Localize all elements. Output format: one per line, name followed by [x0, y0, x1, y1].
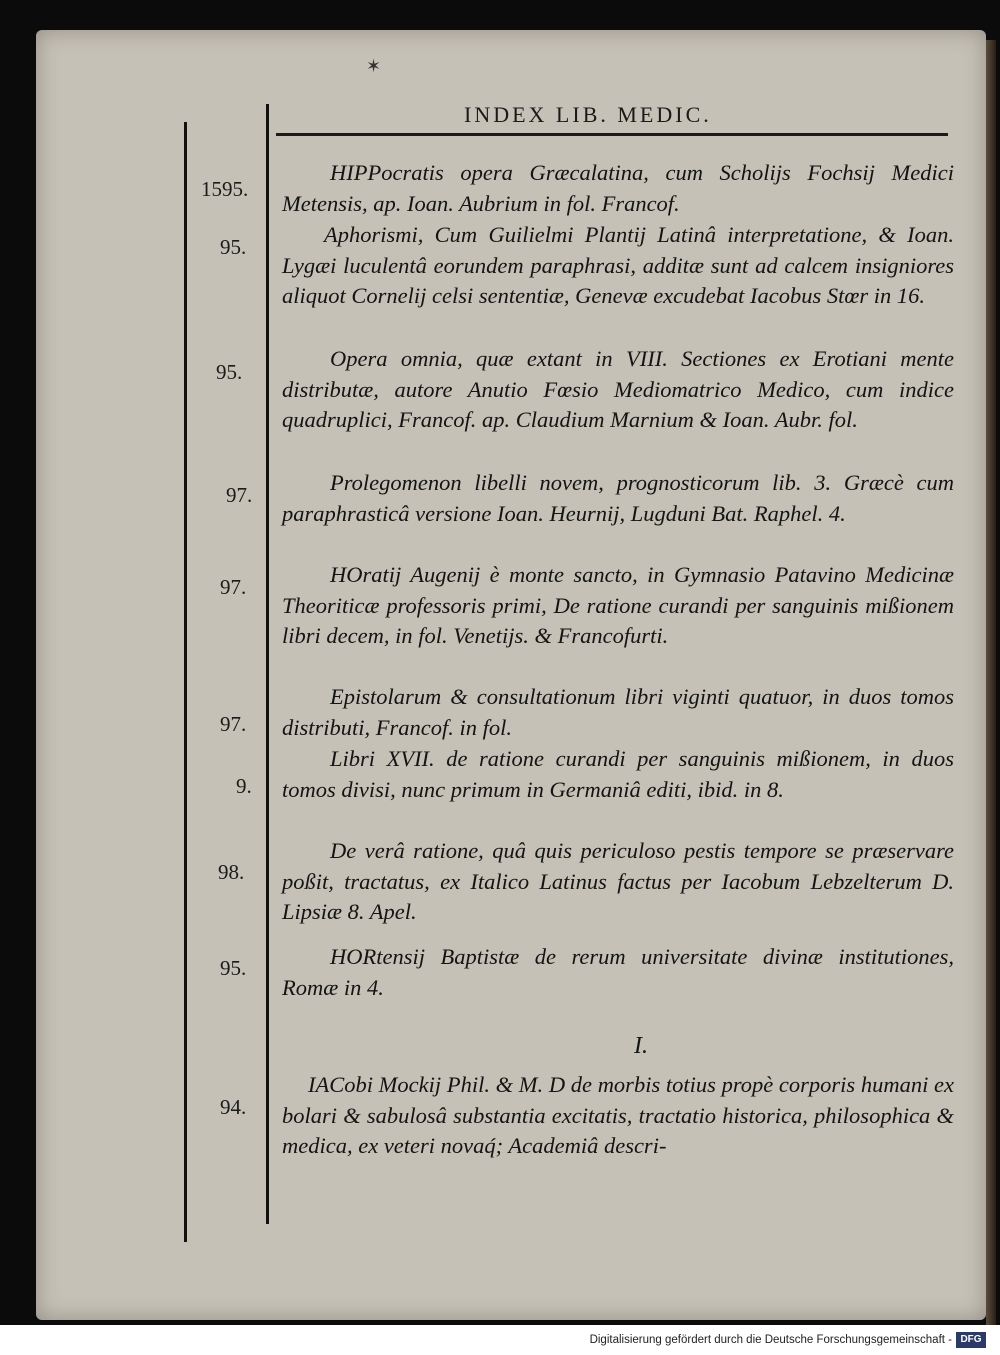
header-rule [276, 133, 948, 136]
section-letter: I. [634, 1033, 648, 1059]
footer-credit: Digitalisierung gefördert durch die Deutsche Forschungsgemeinschaft - [589, 1334, 952, 1346]
index-entry: Opera omnia, quæ extant in VIII. Sectiones ex Erotiani mente distributæ, autore Anutio Fœsio Mediomatrico Medico, cum indice quadruplici, Francof. ap. Claudium Marnium & Ioan. Aubr. fol. [282, 346, 954, 432]
year-note: 97. [226, 483, 253, 507]
index-entry: HOratij Augenij è monte sancto, in Gymnasio Patavino Medicinæ Theoriticæ professoris primi, De ratione curandi per sanguinis mißionem libri decem, in fol. Venetijs. & Francofurti. [282, 562, 954, 648]
dfg-logo: DFG [956, 1332, 986, 1348]
year-note: 97. [220, 575, 247, 599]
index-entry: Aphorismi, Cum Guilielmi Plantij Latinâ interpretatione, & Ioan. Lygæi luculentâ eorundem paraphrasi, additæ sunt ad calcem insigniores aliquot Cornelij celsi sententiæ, Genevæ excudebat Iacobus Stœr in 16. [282, 222, 954, 308]
year-note: 1595. [201, 177, 249, 201]
book-page [36, 30, 986, 1320]
year-note: 97. [220, 712, 247, 736]
book-edge [986, 40, 996, 1325]
index-entry: Libri XVII. de ratione curandi per sanguinis mißionem, in duos tomos divisi, nunc primum in Germaniâ editi, ibid. in 8. [282, 746, 954, 802]
year-note: 95. [220, 235, 247, 259]
index-entry: Prolegomenon libelli novem, prognosticorum lib. 3. Græcè cum paraphrasticâ versione Ioan. Heurnij, Lugduni Bat. Raphel. 4. [282, 470, 954, 526]
year-note: 95. [216, 360, 243, 384]
year-note: 95. [220, 956, 247, 980]
year-note: 94. [220, 1095, 247, 1119]
year-note: 9. [236, 774, 252, 798]
index-entry: HIPPocratis opera Græcalatina, cum Scholijs Fochsij Medici Metensis, ap. Ioan. Aubrium in fol. Francof. [282, 160, 954, 216]
index-entry: IACobi Mockij Phil. & M. D de morbis totius propè corporis humani ex bolari & sabulosâ substantia excitatis, tractatio historica, philosophica & medica, ex veteri novaq́; Academiâ descri- [282, 1072, 954, 1158]
year-note: 98. [218, 860, 245, 884]
index-entry: De verâ ratione, quâ quis periculoso pestis tempore se præservare poßit, tractatus, ex Italico Latinus factus per Iacobum Lebzelterum D. Lipsiæ 8. Apel. [282, 838, 954, 924]
page-header: INDEX LIB. MEDIC. [464, 102, 712, 127]
index-entry: Epistolarum & consultationum libri viginti quatuor, in duos tomos distributi, Francof. in fol. [282, 684, 954, 740]
index-entry: HORtensij Baptistæ de rerum universitate divinæ institutiones, Romæ in 4. [282, 944, 954, 1000]
margin-rule-left [184, 122, 187, 1242]
margin-rule-right [266, 104, 269, 1224]
ornament-mark: ✶ [366, 56, 382, 77]
